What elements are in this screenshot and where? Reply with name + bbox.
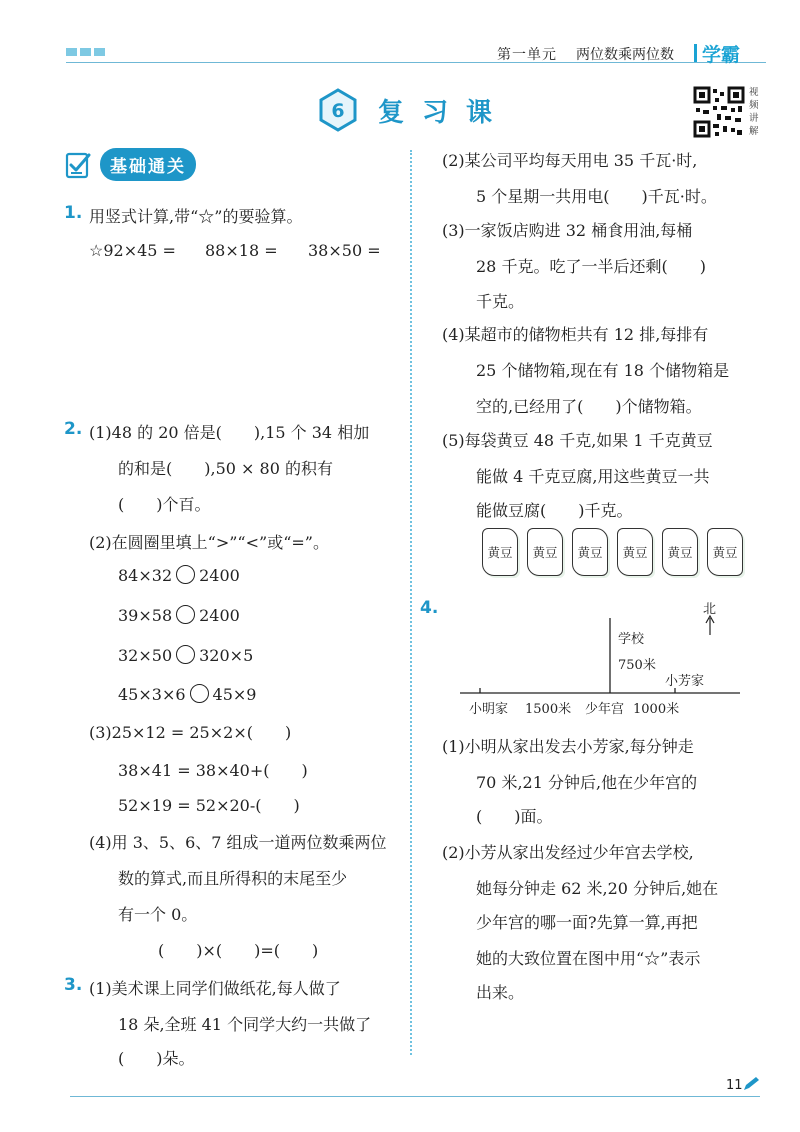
q4-p2-line4: 她的大致位置在图中用“☆”表示 xyxy=(476,949,701,968)
header-unit: 第一单元 xyxy=(497,47,557,63)
question-4-number: 4. xyxy=(420,598,439,618)
bean-bag-icon: 黄豆 xyxy=(572,528,608,576)
distance-1500: 1500米 xyxy=(525,702,572,717)
column-divider xyxy=(410,150,412,1055)
lesson-title: 复习课 xyxy=(378,98,511,128)
q4-p2-line2: 她每分钟走 62 米,20 分钟后,她在 xyxy=(476,879,719,898)
north-label: 北 xyxy=(703,602,717,617)
q2-p3-line2: 38×41 = 38×40+( ) xyxy=(118,761,308,780)
q1-item-1: ☆92×45 = xyxy=(89,241,176,260)
footer-rule xyxy=(70,1096,760,1097)
pencil-icon xyxy=(742,1076,760,1092)
q2-compare-3: 32×50 320×5 xyxy=(118,646,254,665)
checklist-icon xyxy=(64,150,94,180)
location-map xyxy=(455,602,755,720)
question-1-text: 用竖式计算,带“☆”的要验算。 xyxy=(89,207,303,226)
q2-p4-line2: 数的算式,而且所得积的末尾至少 xyxy=(118,869,348,888)
youth-palace-label: 少年宫 xyxy=(585,702,625,717)
header-bar xyxy=(694,44,697,62)
q4-p2-line3: 少年宫的哪一面?先算一算,再把 xyxy=(476,913,698,932)
bean-bags xyxy=(482,528,743,576)
q2-p4-line1: (4)用 3、5、6、7 组成一道两位数乘两位 xyxy=(89,833,387,852)
qr-code-icon[interactable] xyxy=(693,86,745,138)
compare-circle[interactable] xyxy=(176,565,195,584)
qr-label: 视 频 讲 解 xyxy=(749,87,759,137)
lesson-number-badge xyxy=(318,88,358,132)
q3-p5-line1: (5)每袋黄豆 48 千克,如果 1 千克黄豆 xyxy=(442,431,713,450)
q3-p2-line1: (2)某公司平均每天用电 35 千瓦·时, xyxy=(442,151,698,170)
q3-p1-line3: ( )朵。 xyxy=(118,1049,195,1068)
q2-p1-line3: ( )个百。 xyxy=(118,495,211,514)
q4-p1-line3: ( )面。 xyxy=(476,807,553,826)
q3-p3-line3: 千克。 xyxy=(476,292,525,311)
compare-circle[interactable] xyxy=(176,645,195,664)
q3-p1-line2: 18 朵,全班 41 个同学大约一共做了 xyxy=(118,1015,372,1034)
q3-p5-line2: 能做 4 千克豆腐,用这些黄豆一共 xyxy=(476,467,710,486)
section-badge xyxy=(64,148,196,181)
q2-p2-intro: (2)在圆圈里填上“>”“<”或“=”。 xyxy=(89,533,329,552)
q2-p4-answer: ( )×( )=( ) xyxy=(158,941,319,960)
q2-p1-line1: (1)48 的 20 倍是( ),15 个 34 相加 xyxy=(89,423,370,442)
brand-logo: 学霸 xyxy=(702,44,741,66)
xiaoming-home-label: 小明家 xyxy=(469,702,509,717)
q1-item-3: 38×50 = xyxy=(308,241,381,260)
header-topic: 两位数乘两位数 xyxy=(576,47,674,63)
q3-p4-line3: 空的,已经用了( )个储物箱。 xyxy=(476,397,702,416)
q4-p2-line5: 出来。 xyxy=(476,983,525,1002)
q2-p3-line3: 52×19 = 52×20-( ) xyxy=(118,796,300,815)
q3-p3-line2: 28 千克。吃了一半后还剩( ) xyxy=(476,257,706,276)
question-3-number: 3. xyxy=(64,975,83,995)
q3-p1-line1: (1)美术课上同学们做纸花,每人做了 xyxy=(89,979,341,998)
distance-1000: 1000米 xyxy=(633,702,680,717)
bean-bag-icon: 黄豆 xyxy=(662,528,698,576)
bean-bag-icon: 黄豆 xyxy=(527,528,563,576)
bean-bag-icon: 黄豆 xyxy=(617,528,653,576)
q2-compare-4: 45×3×6 45×9 xyxy=(118,685,257,704)
bean-bag-icon: 黄豆 xyxy=(482,528,518,576)
compare-circle[interactable] xyxy=(190,684,209,703)
question-1-number: 1. xyxy=(64,203,83,223)
compare-circle[interactable] xyxy=(176,605,195,624)
lesson-number: 6 xyxy=(331,100,345,122)
q3-p5-line3: 能做豆腐( )千克。 xyxy=(476,501,633,520)
q2-compare-1: 84×32 2400 xyxy=(118,566,240,585)
question-2-number: 2. xyxy=(64,419,83,439)
page-number: 11 xyxy=(726,1078,743,1093)
school-distance: 750米 xyxy=(618,658,656,673)
q1-item-2: 88×18 = xyxy=(205,241,278,260)
section-title: 基础通关 xyxy=(100,148,196,181)
q4-p1-line2: 70 米,21 分钟后,他在少年宫的 xyxy=(476,773,698,792)
q3-p2-line2: 5 个星期一共用电( )千瓦·时。 xyxy=(476,187,717,206)
q3-p4-line1: (4)某超市的储物柜共有 12 排,每排有 xyxy=(442,325,709,344)
header-decoration xyxy=(66,48,105,56)
q3-p4-line2: 25 个储物箱,现在有 18 个储物箱是 xyxy=(476,361,730,380)
xiaofang-home-label: 小芳家 xyxy=(665,674,705,689)
bean-bag-icon: 黄豆 xyxy=(707,528,743,576)
q2-p1-line2: 的和是( ),50 × 80 的积有 xyxy=(118,459,333,478)
q2-compare-2: 39×58 2400 xyxy=(118,606,240,625)
school-label: 学校 xyxy=(618,632,645,647)
q4-p1-line1: (1)小明从家出发去小芳家,每分钟走 xyxy=(442,737,694,756)
q2-p3-line1: (3)25×12 = 25×2×( ) xyxy=(89,723,292,742)
q3-p3-line1: (3)一家饭店购进 32 桶食用油,每桶 xyxy=(442,221,693,240)
q2-p4-line3: 有一个 0。 xyxy=(118,905,198,924)
q4-p2-line1: (2)小芳从家出发经过少年宫去学校, xyxy=(442,843,694,862)
